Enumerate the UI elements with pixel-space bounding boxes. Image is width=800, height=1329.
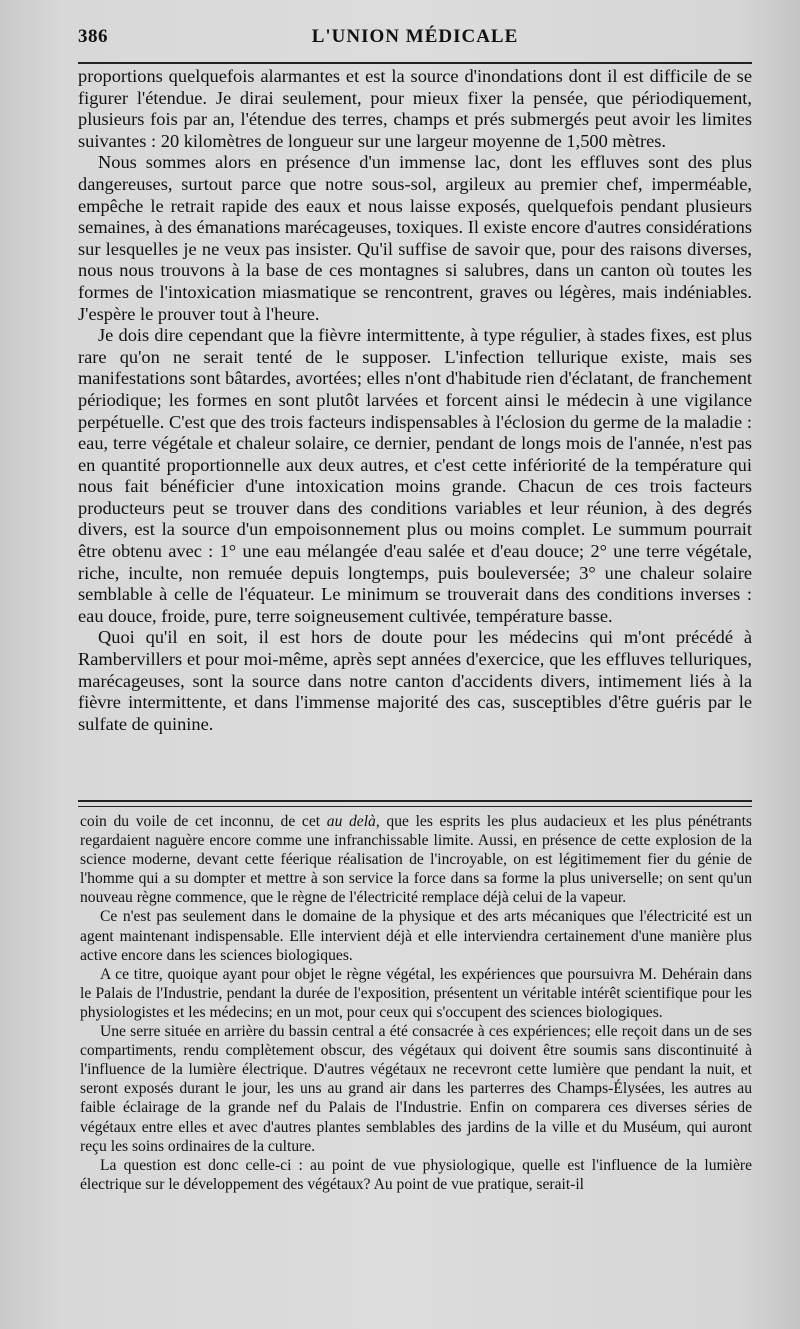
running-title: L'UNION MÉDICALE xyxy=(311,26,519,47)
main-paragraph: Je dois dire cependant que la fièvre intermittente, à type régulier, à stades fixes, est plus rare qu'on ne serait tenté de le supposer. L'infection tellurique existe, mais ses manifestations sont bâtardes, avortées; elles n'ont d'habitude rien d'éclatant, de franchement périodique; les formes en sont plutôt larvées et forcent ainsi le médecin à une vigilance perpétuelle. C'est que des trois facteurs indispensables à l'éclosion du germe de la maladie : eau, terre végétale et chaleur solaire, ce dernier, pendant de longs mois de l'année, n'est pas en quantité proportionnelle aux deux autres, et c'est cette infériorité de la température qui nous fait bénéficier d'une intoxication moins grande. Chacun de ces trois facteurs producteurs peut se trouver dans des conditions variables et leur réunion, à des degrés divers, est la source d'un empoisonnement plus ou moins complet. Le summum pourrait être obtenu avec : 1° une eau mélangée d'eau salée et d'eau douce; 2° une terre végétale, riche, inculte, non remuée depuis longtemps, puis bouleversée; 3° une chaleur solaire semblable à celle de l'équateur. Le minimum se trouverait dans des conditions inverses : eau douce, froide, pure, terre soigneusement cultivée, température basse. xyxy=(78,325,752,626)
main-paragraph: Quoi qu'il en soit, il est hors de doute pour les médecins qui m'ont précédé à Rambervillers et pour moi-même, après sept années d'exercice, que les effluves telluriques, marécageuses, sont la source dans notre canton d'accidents divers, intimement liés à la fièvre intermittente, et dans l'immense majorité des cas, susceptibles d'être guéris par le sulfate de quinine. xyxy=(78,627,752,734)
page-header xyxy=(78,26,752,54)
page-number: 386 xyxy=(78,26,108,47)
main-article xyxy=(78,66,752,735)
feuilleton-italic-text: au delà xyxy=(326,813,376,830)
feuilleton-paragraph: Une serre située en arrière du bassin central a été consacrée à ces expériences; elle reçoit dans un de ses compartiments, rendu complètement obscur, des végétaux qui doivent être soumis sans discontinuité à l'influence de la lumière électrique. D'autres végétaux ne recevront cette lumière que pendant la nuit, et seront exposés durant le jour, les uns au grand air dans les parterres des Champs-Élysées, les autres au faible éclairage de la grande nef du Palais de l'Industrie. Enfin on comparera ces diverses séries de végétaux entre elles et avec d'autres plantes semblables des jardins de la ville et du Muséum, qui auront reçu les soins ordinaires de la culture. xyxy=(80,1023,752,1155)
main-paragraph: proportions quelquefois alarmantes et est la source d'inondations dont il est difficile de se figurer l'étendue. Je dirai seulement, pour mieux fixer la pensée, que périodiquement, plusieurs fois par an, l'étendue des terres, champs et prés submergés peut avoir les limites suivantes : 20 kilomètres de longueur sur une largeur moyenne de 1,500 mètres. xyxy=(78,66,752,151)
feuilleton-section xyxy=(80,812,752,1194)
feuilleton-text: coin du voile de cet inconnu, de cet xyxy=(80,813,327,830)
feuilleton-paragraph: La question est donc celle-ci : au point de vue physiologique, quelle est l'influence de la lumière électrique sur le développement des végétaux? Au point de vue pratique, serait-il xyxy=(80,1156,752,1193)
header-rule xyxy=(78,62,752,64)
main-paragraph: Nous sommes alors en présence d'un immense lac, dont les effluves sont des plus dangereuses, surtout parce que notre sous-sol, argileux au premier chef, imperméable, empêche le retrait rapide des eaux et nous laisse exposés, quelquefois pendant plusieurs semaines, à des émanations marécageuses, toxiques. Il existe encore d'autres considérations sur lesquelles je ne veux pas insister. Qu'il suffise de savoir que, pour des raisons diverses, nous nous trouvons à la base de ces montagnes si salubres, dans un canton où toutes les formes de l'intoxication miasmatique se rencontrent, graves ou légères, mais indéniables. J'espère le prouver tout à l'heure. xyxy=(78,152,752,324)
feuilleton-paragraph xyxy=(80,812,752,907)
feuilleton-paragraph: Ce n'est pas seulement dans le domaine de la physique et des arts mécaniques que l'électricité est un agent maintenant indispensable. Elle intervient déjà et elle interviendra certainement d'une manière plus active encore dans les sciences biologiques. xyxy=(80,908,752,964)
feuilleton-separator xyxy=(78,800,752,807)
feuilleton-paragraph: A ce titre, quoique ayant pour objet le règne végétal, les expériences que poursuivra M. Dehérain dans le Palais de l'Industrie, pendant la durée de l'exposition, présentent un véritable intérêt scientifique pour les physiologistes et les médecins; en un mot, pour ceux qui s'occupent des sciences biologiques. xyxy=(80,965,752,1021)
feuilleton-text: , que les esprits les plus audacieux et les plus pénétrants regardaient naguère encore comme une infranchissable limite. Aussi, en présence de cette explosion de la science moderne, devant cette féerique réalisation de l'incroyable, on est légitimement fier du génie de l'homme qui a su dompter et mettre à son service la force dans sa forme la plus universelle; on sent qu'un nouveau règne commence, que le règne de l'électricité remplace déjà celui de la vapeur. xyxy=(80,813,752,907)
